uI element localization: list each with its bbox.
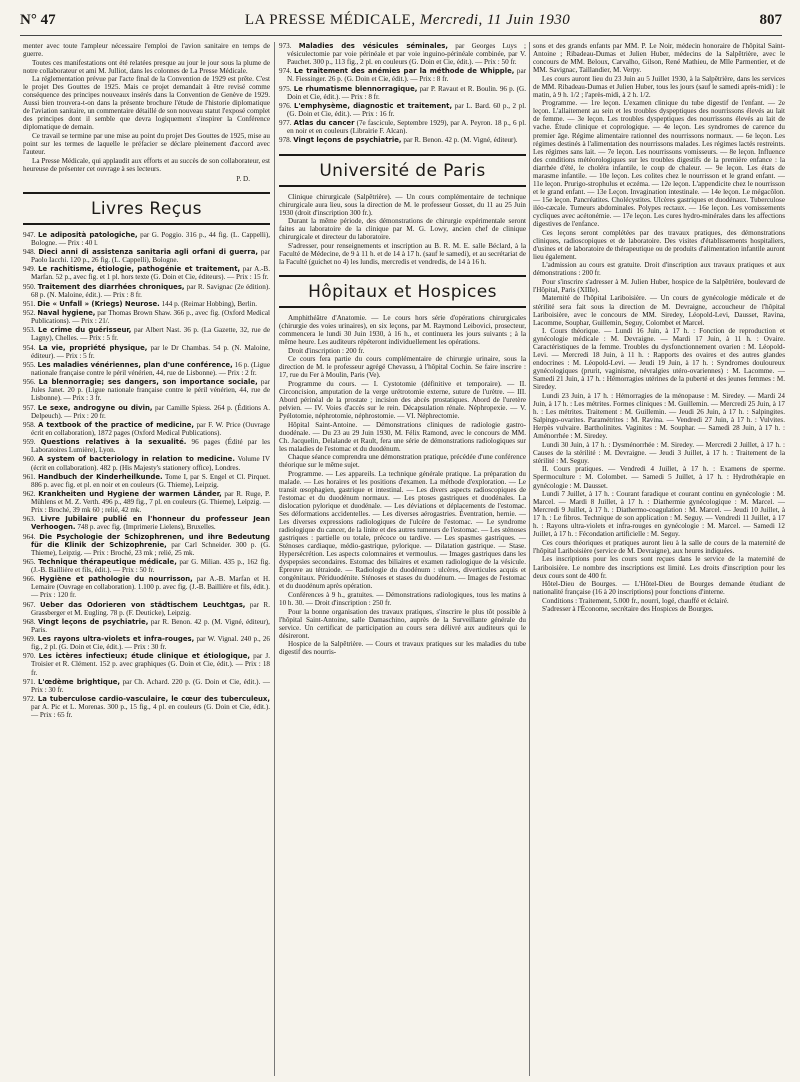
book-details: par L. Bard. 60 p., 2 pl. (G. Doin et Cie, édit.). — Prix : 16 fr. <box>287 101 526 118</box>
book-number: 951. <box>23 299 36 308</box>
book-number: 962. <box>23 490 36 499</box>
book-list <box>23 231 270 719</box>
book-entry <box>23 601 270 617</box>
book-number: 969. <box>23 635 36 644</box>
book-title: Les ictères infectieux; étude clinique et étiologique, <box>38 652 251 661</box>
book-entry <box>23 635 270 651</box>
book-title: Die Psychologie der Schizophrenen, und ihre Bedeutung für die Klinik der Schizophrenie, <box>31 532 270 549</box>
book-details: par Thomas Brown Shaw. 366 p., avec fig. (Oxford Medical Publications). — Prix : 21/. <box>31 309 270 326</box>
notice-paragraph: I. Cours théorique. — Lundi 16 Juin, à 17 h. : Fonction de reproduction et gynécologie médicale : M. Devraigne. — Mardi 17 Juin, à 11 h. : Ovaire. Caractéristiques de la femme. Troubles du dysfonctionnement ovarien : M. Léopold-Levi. — Mercredi 18 Juin, à 11 h. : Rapports des ovaires et des autres glandes endocrines : M. Léopold-Levi. — Jeudi 19 Juin, à 17 h. : Syndromes douloureux gynécologiques (prurit, vaginisme, névralgies utéro-ovariennes) : M. Lacomme. — Samedi 21 Juin, à 17 h. : Hémorragies utérines de la puberté et des jeunes femmes : M. Siredey. <box>533 327 785 392</box>
notice-paragraph: L'admission au cours est gratuite. Droit d'inscription aux travaux pratiques et aux démonstrations : 200 fr. <box>533 261 785 278</box>
article-paragraph: menter avec toute l'ampleur nécessaire l'emploi de l'avion sanitaire en temps de guerre. <box>23 42 270 59</box>
book-details: par P. Ravaut et R. Boulin. 96 p. (G. Doin et Cie, édit.). — Prix : 8 fr. <box>287 84 526 101</box>
book-details: par Camille Spiess. 264 p. (Éditions A. Delpeuch). — Prix : 20 fr. <box>31 403 270 420</box>
issue-number: N° 47 <box>20 12 56 28</box>
book-number: 963. <box>23 515 36 524</box>
notice-paragraph: Droit d'inscription : 200 fr. <box>288 346 365 355</box>
column-3 <box>533 42 785 1078</box>
book-details: par F. W. Price (Ouvrage écrit en collaboration), 1872 pages (Oxford Medical Publications). <box>31 420 270 437</box>
book-details: par R. Grassberger et M. Eugling. 78 p. (F. Deuticke), Leipzig. <box>31 600 270 617</box>
book-title: L'emphysème, diagnostic et traitement, <box>294 101 453 110</box>
book-entry <box>23 283 270 299</box>
notice-paragraph: Durant la même période, des démonstrations de chirurgie expérimentale seront faites au laboratoire de la clinique par M. G. Lowy, ancien chef de clinique chirurgicale et directeur du laboratoire. <box>279 217 526 242</box>
notice-paragraph: Les inscriptions pour les cours sont reçues dans le service de la maternité de Lariboisière. Le nombre des inscriptions est limité. Les droits d'inscription pour les deux cours sont de 400 fr. <box>533 555 785 580</box>
book-number: 971. <box>23 677 36 686</box>
masthead <box>245 12 570 29</box>
book-title: Le traitement des anémies par la méthode de Whipple, <box>294 67 515 76</box>
notice-paragraph: Amphithéâtre d'Anatomie. — Le cours hors série d'opérations chirurgicales (chirurgie des voies urinaires), en six leçons, par M. Raymond Leibovici, prosecteur, commencera le lundi 30 Juin 1930, à 16 h., et continuera les jours suivants ; à la même heure. Les auditeurs répéteront individuellement les opérations. <box>279 313 526 347</box>
book-details: par R. Benon. 42 p. (M. Vigné, éditeur), Paris. <box>31 617 270 634</box>
notice-paragraph: Lundi 30 Juin, à 17 h. : Dysménorrhée : M. Siredey. — Mercredi 2 Juillet, à 17 h. : Causes de la stérilité : M. Devraigne. — Jeudi 3 Juillet, à 17 h. : Traitement de la stérilité : M. Seguy. <box>533 440 785 465</box>
book-number: 953. <box>23 326 36 335</box>
notice-paragraph: Programme du cours. — I. Cystotomie (définitive et temporaire). — II. Circoncision, amputation de la verge urétrotomie externe, suture de l'urètre. — III. Abord périnéal de la prostate ; incision des abcès prostatiques. Abord de l'uretère pelvien. — IV. Voies d'accès sur le rein. Décapsulation rénale. Néphropexie. — V. Pyélotomie, néphrotomie, néphrostomie. — VI. Néphrectomie. <box>279 379 526 420</box>
book-number: 948. <box>23 248 36 257</box>
page-number: 807 <box>759 12 782 28</box>
book-title: Le adiposità patologiche, <box>38 230 138 239</box>
book-title: Vingt leçons de psychiatrie, <box>37 617 149 626</box>
book-entry <box>23 490 270 514</box>
book-entry <box>23 265 270 281</box>
book-title: Le crime du guérisseur, <box>38 326 132 335</box>
book-details: 16 p. (Ligue nationale française contre le péril vénérien, 44, rue de Lisbonne). — Prix : 2 fr. <box>31 361 270 378</box>
book-number: 974. <box>279 67 292 76</box>
book-details: par Albert Nast. 36 p. (La Gazette, 32, rue de Lagny), Chelles. — Prix : 5 fr. <box>31 326 270 343</box>
book-number: 968. <box>23 617 36 626</box>
book-details: par W. Vignal. 240 p., 26 fig., 2 pl. (G. Doin et Cie, édit.). — Prix : 30 fr. <box>31 635 270 652</box>
book-title: Les rayons ultra-violets et infra-rouges, <box>37 635 195 644</box>
notice-paragraph: Programme. — 1re leçon. L'examen clinique du tube digestif de l'enfant. — 2e leçon. L'allaitement au sein et les troubles dyspeptiques des nourrissons élevés au lait de femme. — 3e leçon. Les troubles dyspeptiques des nourrissons élevés au lait de vache. Étude clinique et coprologique. — 4e leçon. Les syndromes de carence du premier âge. Régime alimentaire rationnel des nourrissons normaux. — 6e leçon. Les régimes destinés à l'alimentation des nourrissons malades. Les régimes lactés restreints. Les régimes sans lait. — 7e leçon. Les nourrissons vomisseurs. — 8e leçon. Influence des conditions météorologiques sur les troubles digestifs de la première enfance : la diarrhée d'été, le choléra infantile, le coup de chaleur. — 9e leçon. Les états de marasme infantile. — 10e leçon. Les colites chez le nourrisson et le grand enfant. — 11e leçon. Prurigo-strophulus et eczéma. — 12e leçon. L'appendicite chez le nourrisson et le grand enfant. — 13e Leçon. Invagination intestinale. — 14e leçon. Le mégacôlon. — 15e leçon. Pancréatites. Cholécystites. Ulcères gastriques et duodénaux. Tuberculose iléo-cæcale. Tumeurs abdominales. Polypes rectaux. — 16e leçon. Les vomissements cycliques avec acétonémie. — 17e leçon. Les cures hydro-minérales dans les affections digestives de l'enfance. <box>533 99 785 229</box>
book-details: par Ch. Achard. 220 p. (G. Doin et Cie, édit.). — Prix : 30 fr. <box>31 677 270 694</box>
book-entry <box>23 378 270 402</box>
section-title: Livres Reçus <box>91 198 202 219</box>
notice-paragraph: sons et des grands enfants par MM. P. Le Noir, médecin honoraire de l'hôpital Saint-Antoine ; Ribadeau-Dumas et Julien Huber, médecins de la Salpêtrière, avec le concours de MM. Beloux, Carvalho, Gilson, René Mathieu, de Mlle Parmentier, et de MM. Savignac, Taillandier, M. Verpy. <box>533 42 785 75</box>
book-entry <box>23 695 270 719</box>
book-details: par A.-B. Marfan et H. Lemaire (Ouvrage en collaboration). 1.100 p. avec fig. (J.-B. Baillière et fils, édit.). — Prix : 120 fr. <box>31 575 270 600</box>
book-title: L'œdème brightique, <box>38 677 121 686</box>
section-header <box>279 154 526 187</box>
book-entry <box>23 618 270 634</box>
book-entry <box>279 136 526 144</box>
book-title: Krankheiten und Hygiene der warmen Länder, <box>38 490 222 499</box>
section-title: Hôpitaux et Hospices <box>308 281 497 302</box>
book-entry <box>23 652 270 676</box>
column-rule <box>274 42 275 1076</box>
book-title: Traitement des diarrhées chroniques, <box>37 282 185 291</box>
book-title: Technique thérapeutique médicale, <box>38 557 177 566</box>
book-number: 959. <box>23 438 36 447</box>
column-1 <box>23 42 270 1078</box>
book-entry <box>23 248 270 264</box>
book-number: 957. <box>23 403 36 412</box>
book-title: Handbuch der Kinderheilkunde. <box>37 472 163 481</box>
book-details: Tome I, par S. Engel et Cl. Pirquet. 886 p. avec fig. et pl. en noir et en couleurs (G. Thieme), Leipzig. <box>31 472 270 489</box>
book-title: Hygiène et pathologie du nourrisson, <box>39 575 193 584</box>
book-details: Volume IV (écrit en collaboration). 482 p. (His Majesty's stationery office), Londres. <box>31 455 270 472</box>
section-header <box>279 275 526 308</box>
book-entry <box>23 309 270 325</box>
book-details: par Georges Luys ; vésiculectomie par voie périnéale et par voie inguino-périnéale combinée, par V. Pauchet. 300 p., 113 fig., 2 pl. en couleurs (G. Doin et Cie, édit.). — Prix : 50 fr. <box>287 42 526 67</box>
book-number: 949. <box>23 265 36 274</box>
notice-paragraph: Hôpital Saint-Antoine. — Démonstrations cliniques de radiologie gastro-duodénale. — Du 23 au 29 Juin 1930, M. Félix Ramond, avec le concours de MM. Ch. Jacquelin, Delalande et Rault, fera une série de démonstrations radiologiques sur les maladies de l'estomac et du duodénum. <box>279 420 526 453</box>
issue-date: Mercredi, 11 Juin 1930 <box>419 12 571 28</box>
notice-paragraph: Maternité de l'hôpital Lariboisière. — Un cours de gynécologie médicale et de stérilité sera fait sous la direction de M. Devraigne, accoucheur de l'hôpital Lariboisière, avec le concours de MM. Siredey, Léopold-Levi, Dausset, Ravina, Lacomme, Souphar, Guillemin, Seguy, Colombet et Marcel. <box>533 294 785 327</box>
book-title: Le rachitisme, étiologie, pathogénie et traitement, <box>38 265 241 274</box>
journal-title: LA PRESSE MÉDICALE, <box>244 12 416 28</box>
book-entry <box>23 421 270 437</box>
book-details: par N. Fiessinger. 26 p. (G. Doin et Cie, édit.). — Prix : 8 fr. <box>287 67 526 84</box>
book-number: 964. <box>23 532 36 541</box>
book-number: 978. <box>279 136 292 145</box>
book-title: Les maladies vénériennes, plan d'une conférence, <box>37 361 233 369</box>
book-title: Maladies des vésicules séminales, <box>298 42 448 50</box>
book-number: 976. <box>279 101 292 110</box>
notice-paragraph: Ces leçons seront complétées par des travaux pratiques, des démonstrations cliniques, radioscopiques et de laboratoire. Des visites d'établissements hospitaliers, d'usines et de laboratoire de thérapeutique ou de produits d'alimentation infantile auront lieu également. <box>533 228 785 261</box>
book-number: 967. <box>23 600 36 609</box>
column-rule <box>529 42 530 1076</box>
book-title: La blennorragie; ses dangers, son importance sociale, <box>38 378 258 387</box>
book-entry <box>23 438 270 454</box>
notice-paragraph: Clinique chirurgicale (Salpêtrière). — Un cours complémentaire de technique chirurgicale aura lieu, sous la direction de M. le professeur Gosset, du 11 au 25 Juin 1930 (droit d'inscription 300 fr.). <box>279 192 526 217</box>
book-entry <box>279 67 526 83</box>
notice-paragraph: Ces cours théoriques et pratiques auront lieu à la salle de cours de la maternité de l'hôpital Lariboisière (service de M. Devraigne), aux heures indiquées. <box>533 538 785 555</box>
book-details: par A.-B. Marfan. 52 p., avec fig. et 1 pl. hors texte (G. Doin et Cie, éditeurs). — Prix : 15 fr. <box>31 265 270 282</box>
book-entry <box>23 678 270 694</box>
notice-paragraph: Lundi 23 Juin, à 17 h. : Hémorragies de la ménopause : M. Siredey. — Mardi 24 Juin, à 17 h. : Les métrites. Formes cliniques : M. Guillemin. — Mercredi 25 Juin, à 17 h. : Les métrites. Traitement : M. Guillemin. — Jeudi 26 Juin, à 17 h. : Salpingites. Salpingo-ovarites. Paramétrites : M. Ravina. — Vendredi 27 Juin, à 17 h. : Vulvites. Herpès vulvaire. Bartholinites. Vaginites : M. Souphar. — Samedi 28 Juin, à 17 h. : Aménorrhée : M. Siredey. <box>533 392 785 441</box>
book-title: Die « Unfall » (Kriegs) Neurose. <box>37 299 160 308</box>
notice-paragraph: Les cours auront lieu du 23 Juin au 5 Juillet 1930, à la Salpêtrière, dans les services de MM. Ribadeau-Dumas et Julien Huber, tous les jours (sauf le samedi après-midi) : le matin, à 9 h. 1/2 ; l'après-midi, à 2 h. 1/2. <box>533 74 785 99</box>
book-title: Ueber das Odorieren von städtischem Leuchtgas, <box>39 600 246 609</box>
book-details: par R. Savignac (2e édition). 68 p. (N. Maloine, édit.). — Prix : 8 fr. <box>31 282 270 299</box>
book-number: 960. <box>23 455 36 464</box>
book-details: par R. Ruge, P. Mühlens et M. Z. Verth. 496 p., 489 fig., 7 pl. en couleurs (G. Thieme), Leipzig. — Prix : Broché, 39 mk 60 ; relié, 42 mk. <box>31 490 270 515</box>
book-details: (7e fascicule, Septembre 1929), par A. Peyron. 18 p., 6 pl. en noir et en couleurs (Librairie F. Alcan). <box>287 119 526 136</box>
notice-paragraph: Hospice de la Salpêtrière. — Cours et travaux pratiques sur les maladies du tube digestif des nourris- <box>279 640 526 657</box>
book-details: 96 pages (Édité par les Laboratoires Lumière), Lyon. <box>31 438 270 455</box>
book-entry <box>279 119 526 135</box>
book-details: par G. Milian. 435 p., 162 fig. (J.-B. Baillière et fils, édit.). — Prix : 50 fr. <box>31 557 270 574</box>
book-details: par Jules Janet. 20 p. (Ligue nationale française contre le péril vénérien, 44, rue de Lisbonne). — Prix : 3 fr. <box>31 378 270 403</box>
book-title: La vie, propriété physique, <box>38 343 148 352</box>
book-number: 955. <box>23 361 36 369</box>
book-entry <box>279 42 526 66</box>
book-title: Vingt leçons de psychiatrie, <box>293 136 402 145</box>
book-number: 947. <box>23 230 36 239</box>
notice-paragraph: Chaque séance comprendra une démonstration pratique, précédée d'une conférence théorique sur le même sujet. <box>279 453 526 470</box>
book-number: 965. <box>23 557 36 566</box>
book-number: 966. <box>23 575 36 584</box>
book-number: 954. <box>23 343 36 352</box>
book-entry <box>23 515 270 531</box>
book-title: Livre Jubilaire publié en l'honneur du professeur Jean Verhoogen. <box>31 515 270 532</box>
notice-paragraph: Conférences à 9 h., gratuites. — Démonstrations radiologiques, tous les matins à 10 h. 30. — Droit d'inscription : 250 fr. <box>279 591 526 608</box>
notice-paragraph: Lundi 7 Juillet, à 17 h. : Courant faradique et courant continu en gynécologie : M. Marcel. — Mardi 8 Juillet, à 17 h. : Diathermie gynécologique : M. Marcel. — Mercredi 9 Juillet, à 17 h. : Diathermo-coagulation : M. Marcel. — Jeudi 10 Juillet, à 17 h. : Le fibros. Technique de son application : M. Seguy. — Vendredi 11 Juillet, à 17 h. : Rayons ultra-violets et infra-rouges en gynécologie : M. Marcel. — Samedi 12 Juillet, à 17 h. : Fécondation artificielle : M. Seguy. <box>533 490 785 539</box>
notice-paragraph: S'adresser, pour renseignements et inscription au B. R. M. E. salle Béclard, à la Faculté de Médecine, de 9 à 11 h. et de 14 à 17 h. (sauf le samedi), et au secrétariat de la Faculté (guichet no 4) les lundis, mercredis et vendredis, de 14 à 16 h. <box>279 241 526 266</box>
book-entry <box>23 404 270 420</box>
book-number: 973. <box>279 42 292 50</box>
book-title: Questions relatives à la sexualité. <box>40 438 187 447</box>
book-number: 975. <box>279 84 292 93</box>
book-number: 972. <box>23 695 36 704</box>
book-details: 748 p. avec fig. (Imprimerie Lielens), Bruxelles. <box>75 523 216 532</box>
notice-paragraph: Pour s'inscrire s'adresser à M. Julien Huber, hospice de la Salpêtrière, boulevard de l'Hôpital, Paris (XIIIe). <box>533 277 785 294</box>
notice-paragraph: II. Cours pratiques. — Vendredi 4 Juillet, à 17 h. : Examens de sperme. Spermoculture : M. Colombet. — Samedi 5 Juillet, à 17 h. : Hydrothérapie en gynécologie : M. Dausset. <box>533 465 785 490</box>
article-paragraph: La réglementation prévue par l'acte final de la Convention de 1929 est prête. C'est le projet Des Gouttes de 1925. Mais ce projet demandait à être revisé comme conséquence des principes nouveaux insérés dans la Convention de Genève de 1929. Aussi bien trouvera-t-on dans la présente brochure l'étude de l'historie diplomatique de l'aviation sanitaire, un commentaire détaillé de son nouveau statut l'exposé complet des principes dont il semble que devra logiquement s'inspirer la Conférence diplomatique de demain. <box>23 75 270 132</box>
book-number: 961. <box>23 472 36 481</box>
book-details: par Carl Schneider. 300 p. (G. Thieme), Leipzig. — Prix : Broché, 23 mk ; relié, 25 mk. <box>31 540 270 557</box>
book-number: 950. <box>23 282 36 291</box>
article-paragraph: Ce travail se termine par une mise au point du projet Des Gouttes de 1925, mise au point sur les termes de laquelle le préfacier se déclare pleinement d'accord avec l'auteur. <box>23 132 270 157</box>
book-entry <box>23 575 270 599</box>
notice-paragraph: Ce cours fera partie du cours complémentaire de chirurgie urinaire, sous la direction de M. le professeur agrégé Chevassu, à l'hôpital Cochin. Se faire inscrire : 17, rue du Fer à Moulin, Paris (Ve). <box>279 355 526 380</box>
book-title: Dieci anni di assistenza sanitaria agli orfani di guerra, <box>38 248 258 257</box>
notice-paragraph: S'adresser à l'Économe, secrétaire des Hospices de Bourges. <box>542 605 714 614</box>
book-entry <box>23 231 270 247</box>
book-details: par J. Troisier et R. Clément. 152 p. avec graphiques (G. Doin et Cie, édit.). — Prix : 18 fr. <box>31 652 270 677</box>
book-number: 956. <box>23 378 36 387</box>
book-details: par le Dr Chambas. 54 p. (N. Maloine, éditeur). — Prix : 5 fr. <box>31 343 270 360</box>
book-entry <box>23 455 270 471</box>
book-entry <box>279 85 526 101</box>
book-entry <box>23 473 270 489</box>
notice-paragraph: Conditions : Traitement, 5.000 fr., nourri, logé, chauffé et éclairé. <box>542 596 729 605</box>
section-title: Université de Paris <box>319 160 486 181</box>
book-title: A system of bacteriology in relation to medicine. <box>38 455 235 464</box>
section-header <box>23 192 270 225</box>
book-title: Le sexe, androgyne ou divin, <box>37 403 153 412</box>
book-entry <box>23 361 270 377</box>
book-entry <box>23 344 270 360</box>
book-title: Le rhumatisme blennorragique, <box>293 84 418 93</box>
book-details: par A. Pic et L. Morenas. 300 p., 15 fig., 4 pl. en couleurs (G. Doin et Cie, édit.). — Prix : 65 fr. <box>31 703 270 720</box>
notice-paragraph: Hôtel-Dieu de Bourges. — L'Hôtel-Dieu de Bourges demande étudiant de nationalité française (16 à 20 inscriptions) pour fonctions d'interne. <box>533 580 785 597</box>
book-title: Atlas du cancer <box>293 119 355 128</box>
book-number: 977. <box>279 119 292 128</box>
column-2 <box>279 42 526 1078</box>
book-entry <box>279 102 526 118</box>
book-title: La tuberculose cardio-vasculaire, le cœur des tuberculeux, <box>37 695 270 704</box>
book-number: 952. <box>23 309 36 318</box>
notice-paragraph: Pour la bonne organisation des travaux pratiques, s'inscrire le plus tôt possible à l'hôpital Saint-Antoine, salle Damaschino, auprès de la Surveillante générale du service. Un certificat de participation au cours sera délivré aux auditeurs qui le désireront. <box>279 607 526 640</box>
signature: P. D. <box>236 174 250 183</box>
book-list <box>279 42 526 145</box>
notice-paragraph: Programme. — Les appareils. La technique générale pratique. La préparation du malade. — Les horaires et les positions d'examen. La méthode d'exploration. — Le transit œsophagien, gastrique et intestinal. — Les divers aspects radioscopiques de l'estomac et du duodénum normaux. — Les ptoses gastriques et duodénales. La dislocation pylorique et duodénale. — Les déviations et déplacements de l'estomac. Ses déformations accidentelles. — Les diverses aérogastries. Éventration, hernie. — Les diverses expressions radiologiques de l'ulcère de l'estomac. — Le syndrome radiologique du cancer, de la linite et des autres tumeurs de l'estomac. — Les sténoses gastriques : partielle ou totale, précoce ou tardive. — Les spasmes gastriques. — Sténoses cardiaque, médio-gastrique, pylorique. — Dilatation gastrique. — Stase. Hypersécrétion. Les aspects colomnaires et vermoulus. — Images gastriques dans les dyspepsies secondaires. Estomac des biliaires et examen radiologique de la vésicule. Épreuve au tétraiode. — Radiologie du duodénum : ulcères, diverticules acquis et congénitaux. Périduodénite. Sténoses et stases du duodénum. — Images de l'estomac et du duodénum après opération. <box>279 469 526 591</box>
book-details: par R. Benon. 42 p. (M. Vigné, éditeur). <box>401 136 518 145</box>
book-entry <box>23 558 270 574</box>
book-title: Naval hygiene, <box>37 309 96 318</box>
book-entry <box>23 300 270 308</box>
article-paragraph: Toutes ces manifestations ont été relatées presque au jour le jour sous la plume de notre collaborateur et ami M. Julliot, dans les colonnes de La Presse Médicale. <box>23 58 270 75</box>
page-header <box>20 6 782 36</box>
book-title: A textbook of the practice of medicine, <box>37 420 195 429</box>
article-paragraph: La Presse Médicale, qui applaudit aux efforts et au succès de son collaborateur, est heureuse de présenter cet ouvrage à ses lecteurs. <box>23 156 270 173</box>
book-details: 144 p. (Reimar Hobbing), Berlin. <box>159 299 257 308</box>
book-number: 970. <box>23 652 36 661</box>
book-number: 958. <box>23 420 36 429</box>
book-entry <box>23 533 270 557</box>
book-details: par Paolo Iacchi. 120 p., 26 fig. (L. Cappelli), Bologne. <box>31 248 270 265</box>
book-details: par G. Poggio. 316 p., 44 fig. (L. Cappelli), Bologne. — Prix : 40 l. <box>31 230 270 247</box>
book-entry <box>23 326 270 342</box>
